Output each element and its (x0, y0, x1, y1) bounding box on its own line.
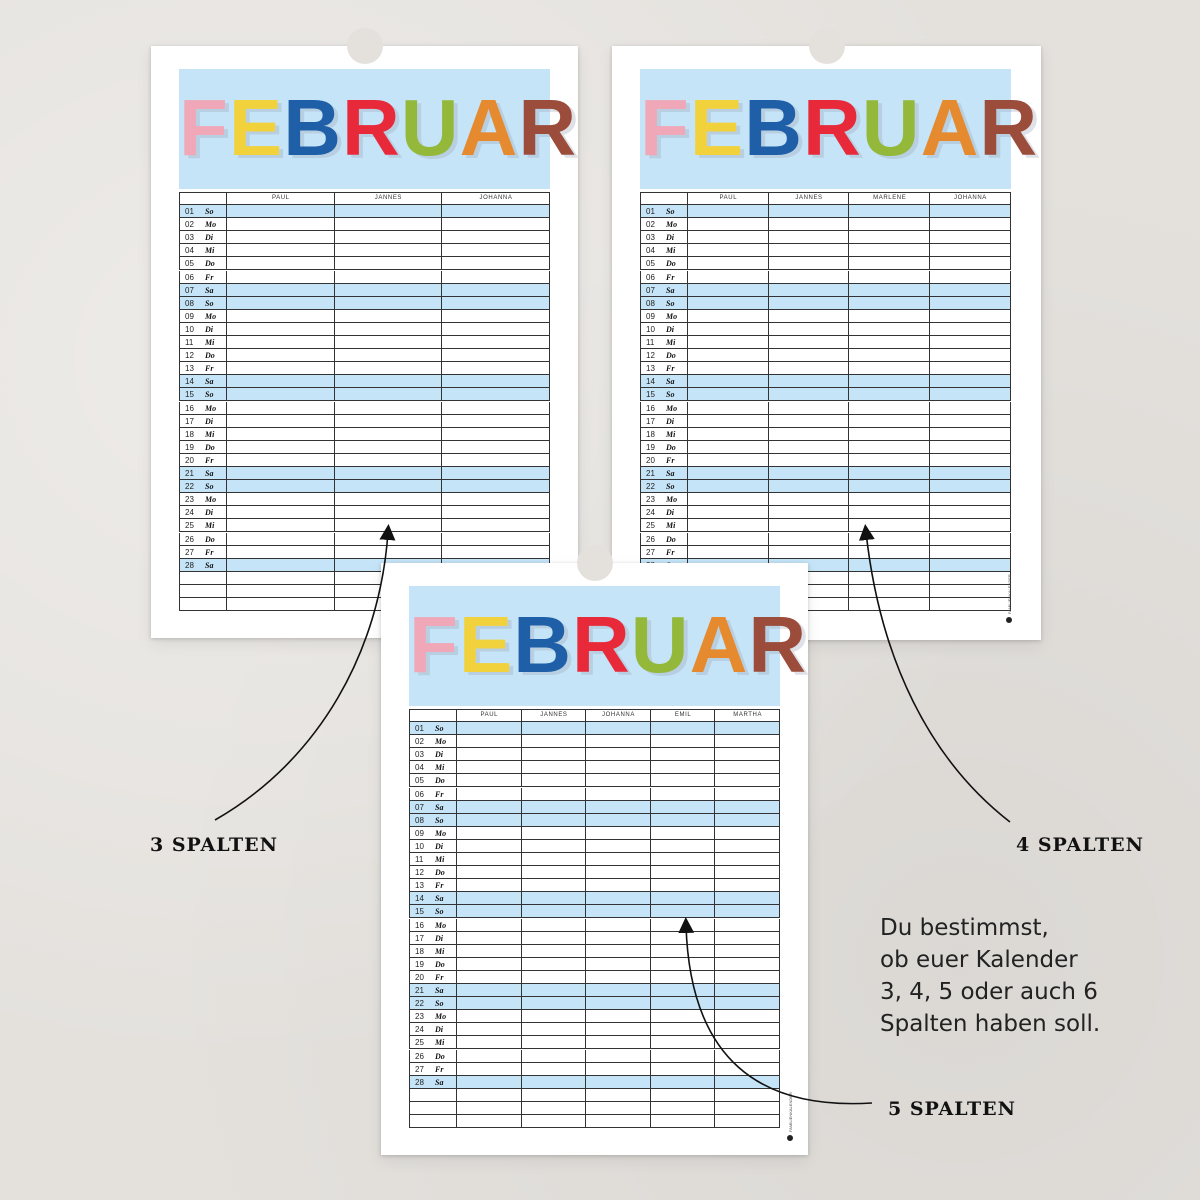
day-number: 15 (646, 390, 655, 400)
day-number: 03 (646, 233, 655, 243)
description-line: Spalten haben soll. (880, 1011, 1101, 1037)
weekday-name: Mi (205, 338, 215, 347)
weekday-name: Do (666, 259, 676, 269)
weekday-name: Sa (666, 285, 675, 295)
title-letter: F (409, 600, 459, 689)
day-number: 23 (185, 495, 194, 505)
column-header: MARTHA (733, 712, 763, 718)
weekday-name: Mi (666, 429, 676, 439)
description-line: 3, 4, 5 oder auch 6 (880, 979, 1098, 1005)
day-number: 19 (646, 442, 655, 452)
day-number: 18 (646, 429, 655, 439)
day-number: 04 (185, 246, 194, 256)
weekday-name: Di (435, 841, 443, 851)
weekday-name: Sa (435, 894, 444, 904)
day-number: 12 (415, 868, 424, 878)
title-letter: A (459, 83, 519, 172)
weekday-name: Fr (205, 364, 214, 374)
day-number: 11 (646, 338, 655, 347)
day-number: 01 (185, 207, 194, 216)
brand-mark: FAMILIENKALENDER (1007, 574, 1012, 614)
day-number: 07 (185, 285, 194, 295)
day-number: 22 (185, 482, 194, 492)
weekday-name: Do (205, 442, 215, 452)
day-number: 23 (415, 1012, 424, 1022)
weekday-name: Mi (666, 521, 676, 531)
day-number: 27 (415, 1064, 424, 1074)
weekday-name: Di (666, 324, 674, 334)
day-number: 06 (415, 789, 424, 799)
weekday-name: Di (205, 233, 213, 243)
weekday-name: Di (205, 324, 213, 334)
day-number: 19 (415, 959, 424, 969)
day-number: 09 (646, 311, 655, 321)
day-number: 16 (646, 403, 655, 413)
day-number: 14 (185, 377, 194, 387)
weekday-name: Mo (666, 220, 678, 230)
weekday-name: Mo (435, 828, 447, 838)
day-number: 10 (646, 324, 655, 334)
day-number: 25 (185, 521, 194, 531)
day-number: 13 (646, 364, 655, 374)
day-number: 06 (185, 272, 194, 282)
column-header: PAUL (480, 712, 499, 718)
weekday-name: Do (666, 442, 676, 452)
column-header: JANNES (795, 195, 823, 201)
weekday-name: Di (205, 416, 213, 426)
weekday-name: Mo (205, 495, 217, 505)
weekday-name: So (435, 724, 444, 733)
weekday-name: Mo (435, 1012, 447, 1022)
weekday-name: Fr (666, 455, 675, 465)
weekday-name: So (205, 390, 214, 400)
day-number: 10 (415, 841, 424, 851)
day-number: 20 (185, 455, 194, 465)
weekday-name: Fr (666, 547, 675, 557)
weekday-name: Mi (205, 429, 215, 439)
day-number: 14 (646, 377, 655, 387)
weekday-name: So (666, 207, 675, 216)
day-number: 03 (185, 233, 194, 243)
day-number: 11 (415, 855, 424, 864)
weekday-name: Fr (435, 881, 444, 891)
day-number: 16 (415, 920, 424, 930)
title-letter: F (640, 83, 690, 172)
weekday-name: Di (435, 933, 443, 943)
title-letter: U (861, 83, 921, 172)
weekday-name: Di (666, 233, 674, 243)
title-letter: E (689, 83, 745, 172)
weekday-name: Do (205, 351, 215, 361)
title-letter: E (228, 83, 284, 172)
weekday-name: Do (666, 351, 676, 361)
weekday-name: Mo (666, 403, 678, 413)
day-number: 23 (646, 495, 655, 505)
day-number: 25 (646, 521, 655, 531)
weekday-name: Do (435, 776, 445, 786)
title-letter: R (803, 83, 862, 172)
arrow-4-columns (866, 532, 1010, 822)
title-letter: A (920, 83, 980, 172)
weekday-name: Di (666, 416, 674, 426)
weekday-name: So (666, 298, 675, 308)
day-number: 12 (646, 351, 655, 361)
weekday-name: Sa (435, 1077, 444, 1087)
day-number: 19 (185, 442, 194, 452)
day-number: 24 (185, 508, 194, 518)
description-line: Du bestimmst, (880, 915, 1049, 941)
day-number: 26 (646, 534, 655, 544)
weekday-name: Fr (666, 364, 675, 374)
day-number: 13 (415, 881, 424, 891)
weekday-name: Sa (666, 469, 675, 478)
weekday-name: Sa (205, 469, 214, 478)
day-number: 15 (415, 907, 424, 917)
weekday-name: Mi (435, 946, 445, 956)
title-letter: U (400, 83, 460, 172)
day-number: 07 (415, 802, 424, 812)
weekday-name: Di (205, 508, 213, 518)
column-header: JANNES (374, 195, 403, 201)
column-header: JOHANNA (954, 195, 987, 201)
weekday-name: So (666, 390, 675, 400)
weekday-name: Di (666, 508, 674, 518)
day-number: 13 (185, 364, 194, 374)
day-number: 12 (185, 351, 194, 361)
day-number: 25 (415, 1038, 424, 1048)
day-number: 22 (415, 999, 424, 1009)
weekday-name: So (435, 999, 444, 1009)
day-number: 08 (646, 298, 655, 308)
day-number: 21 (415, 986, 424, 995)
title-letter: R (979, 83, 1039, 172)
day-number: 10 (185, 324, 194, 334)
day-number: 08 (185, 298, 194, 308)
column-header: JOHANNA (479, 195, 513, 201)
weekday-name: Mi (435, 855, 445, 864)
title-letter: R (572, 600, 631, 689)
column-header: JANNES (540, 712, 568, 718)
day-number: 26 (185, 534, 194, 544)
title-letter: A (689, 600, 749, 689)
day-number: 18 (415, 946, 424, 956)
weekday-name: Mo (205, 311, 217, 321)
weekday-name: Fr (435, 972, 444, 982)
day-number: 18 (185, 429, 194, 439)
title-letter: R (748, 600, 808, 689)
weekday-name: Di (435, 1025, 443, 1035)
column-header: PAUL (271, 195, 290, 201)
weekday-name: Fr (205, 272, 214, 282)
title-letter: B (513, 600, 573, 689)
weekday-name: Mi (205, 246, 215, 256)
day-number: 09 (185, 311, 194, 321)
weekday-name: Fr (205, 547, 214, 557)
weekday-name: Do (205, 534, 215, 544)
day-number: 20 (415, 972, 424, 982)
title-letter: E (458, 600, 514, 689)
weekday-name: Mo (435, 737, 447, 747)
day-number: 24 (646, 508, 655, 518)
day-number: 26 (415, 1051, 424, 1061)
weekday-name: Do (435, 1051, 445, 1061)
weekday-name: Mo (205, 220, 217, 230)
label-3-columns: 3 SPALTEN (150, 834, 279, 856)
description-line: ob euer Kalender (880, 947, 1078, 973)
day-number: 17 (646, 416, 655, 426)
weekday-name: Do (666, 534, 676, 544)
weekday-name: Do (435, 959, 445, 969)
day-number: 01 (415, 724, 424, 733)
day-number: 17 (415, 933, 424, 943)
label-4-columns: 4 SPALTEN (1016, 834, 1145, 856)
weekday-name: Mo (666, 311, 678, 321)
weekday-name: Sa (205, 377, 214, 387)
day-number: 22 (646, 482, 655, 492)
weekday-name: So (435, 815, 444, 825)
day-number: 02 (646, 220, 655, 230)
day-number: 04 (646, 246, 655, 256)
title-letter: B (283, 83, 343, 172)
column-header: MARLENE (873, 195, 907, 201)
weekday-name: Mi (435, 763, 445, 773)
arrow-5-columns (686, 925, 872, 1104)
weekday-name: Mi (435, 1038, 445, 1048)
weekday-name: Do (435, 868, 445, 878)
weekday-name: Mo (205, 403, 217, 413)
weekday-name: So (205, 207, 214, 216)
weekday-name: Mi (666, 338, 676, 347)
day-number: 14 (415, 894, 424, 904)
weekday-name: Sa (435, 802, 444, 812)
weekday-name: Fr (205, 455, 214, 465)
weekday-name: Sa (435, 986, 444, 995)
day-number: 01 (646, 207, 655, 216)
weekday-name: Di (435, 750, 443, 760)
label-5-columns: 5 SPALTEN (888, 1098, 1017, 1120)
weekday-name: So (205, 298, 214, 308)
day-number: 03 (415, 750, 424, 760)
title-letter: F (179, 83, 229, 172)
day-number: 07 (646, 285, 655, 295)
day-number: 21 (185, 469, 194, 478)
arrow-3-columns (215, 532, 388, 820)
day-number: 17 (185, 416, 194, 426)
day-number: 28 (185, 560, 194, 570)
day-number: 28 (415, 1077, 424, 1087)
day-number: 11 (185, 338, 194, 347)
day-number: 16 (185, 403, 194, 413)
day-number: 06 (646, 272, 655, 282)
day-number: 27 (646, 547, 655, 557)
day-number: 02 (415, 737, 424, 747)
weekday-name: Mi (205, 521, 215, 531)
weekday-name: Fr (435, 789, 444, 799)
weekday-name: So (205, 482, 214, 492)
weekday-name: Fr (435, 1064, 444, 1074)
weekday-name: So (435, 907, 444, 917)
column-header: EMIL (674, 712, 692, 718)
title-letter: R (342, 83, 401, 172)
title-letter: R (518, 83, 578, 172)
day-number: 04 (415, 763, 424, 773)
weekday-name: Fr (666, 272, 675, 282)
brand-mark: FAMILIENKALENDER (788, 1092, 793, 1132)
day-number: 02 (185, 220, 194, 230)
weekday-name: So (666, 482, 675, 492)
title-letter: B (744, 83, 804, 172)
day-number: 21 (646, 469, 655, 478)
day-number: 24 (415, 1025, 424, 1035)
day-number: 27 (185, 547, 194, 557)
day-number: 05 (415, 776, 424, 786)
day-number: 05 (646, 259, 655, 269)
weekday-name: Mi (666, 246, 676, 256)
weekday-name: Mo (666, 495, 678, 505)
weekday-name: Do (205, 259, 215, 269)
day-number: 09 (415, 828, 424, 838)
weekday-name: Sa (666, 377, 675, 387)
weekday-name: Sa (205, 285, 214, 295)
day-number: 20 (646, 455, 655, 465)
column-header: JOHANNA (602, 712, 635, 718)
column-header: PAUL (719, 195, 738, 201)
day-number: 08 (415, 815, 424, 825)
day-number: 15 (185, 390, 194, 400)
weekday-name: Sa (205, 560, 214, 570)
weekday-name: Mo (435, 920, 447, 930)
day-number: 05 (185, 259, 194, 269)
title-letter: U (630, 600, 690, 689)
